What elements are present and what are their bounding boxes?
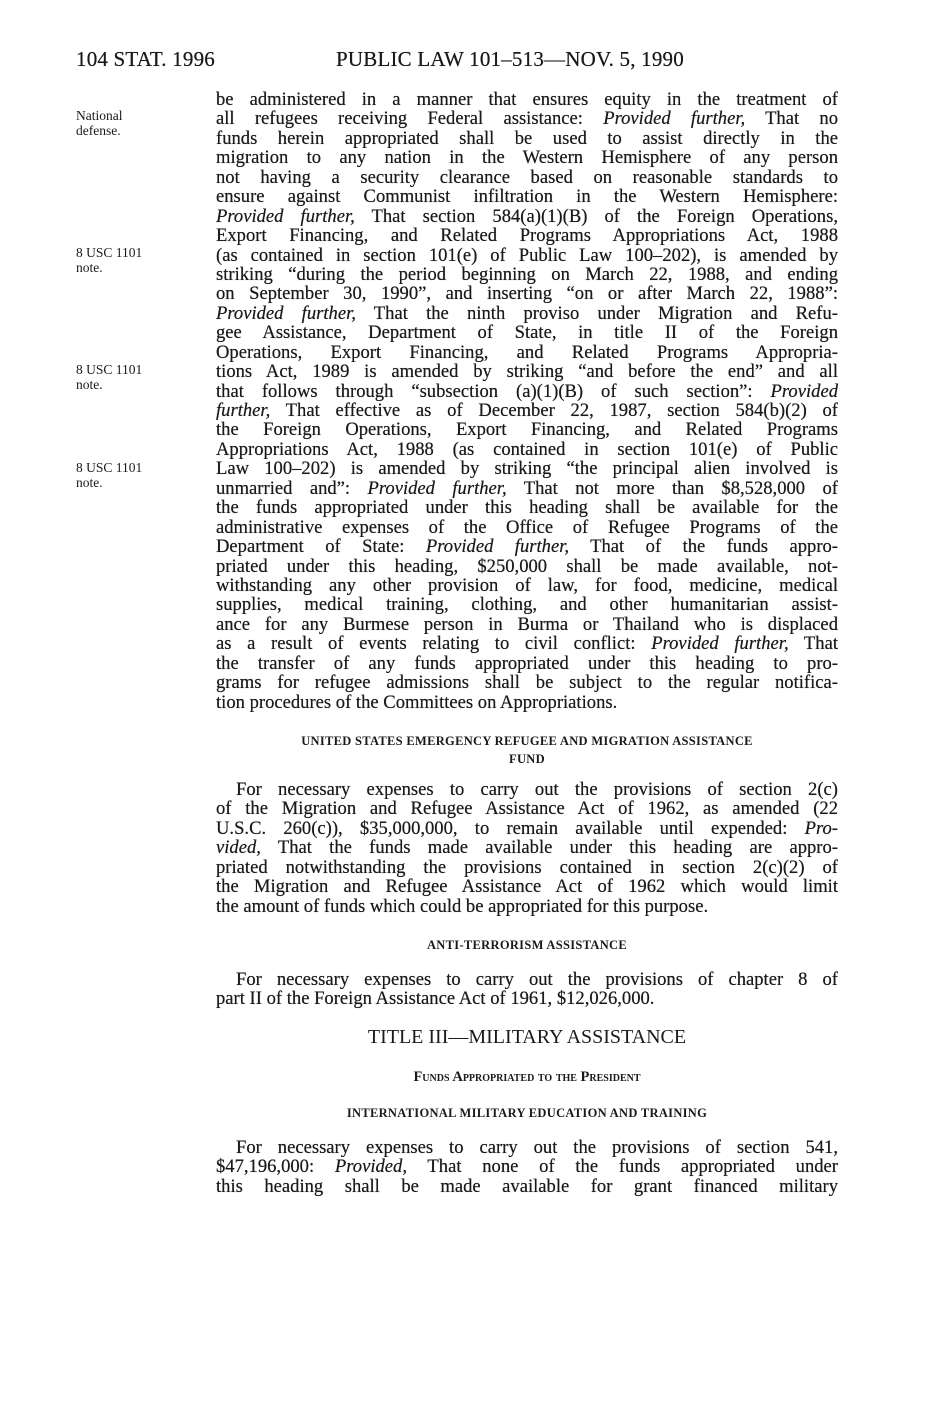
heading-line: FUND — [509, 752, 545, 766]
text-segment: the Foreign Operations, Export Financing, and Related Programs — [216, 420, 838, 440]
text-line — [216, 615, 838, 634]
text-line — [216, 838, 838, 857]
text-segment: For necessary expenses to carry out the provisions of chapter 8 of — [236, 970, 838, 990]
text-segment: Operations, Export Financing, and Related Programs Appropria- — [216, 342, 838, 363]
text-segment: the amount of funds which could be appropriated for this purpose. — [216, 896, 709, 917]
margin-note — [76, 245, 186, 275]
margin-note-line: 8 USC 1101 — [76, 245, 143, 260]
text-segment: of the Migration and Refugee Assistance Act of 1962, as amended (22 — [216, 799, 838, 819]
text-line — [216, 537, 838, 556]
text-segment: the transfer of any funds appropriated under this heading to pro- — [216, 653, 838, 674]
text-segment: That — [788, 634, 838, 654]
text-segment: That not more than $8,528,000 of — [506, 478, 838, 499]
text-segment: Law 100–202) is amended by striking “the principal alien involved is — [216, 459, 838, 479]
text-line — [216, 654, 838, 673]
italic-text: Provided further, — [425, 537, 570, 557]
subtitle-heading: Funds Appropriated to the President — [413, 1069, 641, 1085]
text-segment: That the funds made available under this heading are appro- — [260, 838, 838, 858]
section-heading-erma — [216, 732, 838, 768]
page-stat-number: 104 STAT. 1996 — [76, 47, 215, 71]
text-line — [216, 109, 838, 128]
text-line — [216, 595, 838, 614]
text-segment: For necessary expenses to carry out the provisions of section 2(c) — [236, 780, 838, 800]
main-paragraph — [216, 90, 838, 712]
anti-terrorism-paragraph — [216, 970, 838, 1009]
title-heading: TITLE III—MILITARY ASSISTANCE — [367, 1026, 687, 1048]
text-line — [216, 634, 838, 653]
text-line — [216, 168, 838, 187]
heading-line: UNITED STATES EMERGENCY REFUGEE AND MIGRATION ASSISTANCE — [301, 734, 753, 748]
text-segment: the funds appropriated under this heading shall be available for the — [216, 498, 838, 518]
text-line — [216, 989, 838, 1008]
text-line — [216, 673, 838, 692]
text-segment: withstanding any other provision of law, for food, medicine, medical — [216, 575, 838, 596]
text-segment: gee Assistance, Department of State, in title II of the Foreign — [216, 323, 838, 343]
text-line — [216, 693, 838, 712]
text-segment: all refugees receiving Federal assistance: — [216, 109, 604, 129]
text-line — [216, 1177, 838, 1196]
text-segment: For necessary expenses to carry out the provisions of section 541, — [236, 1138, 838, 1158]
text-line — [216, 246, 838, 265]
text-segment: That of the funds appro- — [569, 537, 838, 557]
text-line — [216, 780, 838, 799]
text-segment: tions Act, 1989 is amended by striking “and before the end” and all — [216, 362, 838, 382]
erma-paragraph — [216, 780, 838, 916]
text-segment: administrative expenses of the Office of Refugee Programs of the — [216, 517, 838, 538]
text-line — [216, 1157, 838, 1176]
text-line — [216, 265, 838, 284]
text-segment: $47,196,000: — [216, 1157, 335, 1177]
text-segment: tion procedures of the Committees on Appropriations. — [216, 692, 618, 712]
italic-text: Provided — [770, 381, 838, 401]
text-segment: That effective as of December 22, 1987, section 584(b)(2) of — [270, 401, 838, 421]
text-segment: That the ninth proviso under Migration and Refu- — [355, 303, 838, 324]
text-line — [216, 187, 838, 206]
text-line — [216, 479, 838, 498]
text-segment: the Migration and Refugee Assistance Act of 1962 which would limit — [216, 877, 838, 897]
section-heading-imet: INTERNATIONAL MILITARY EDUCATION AND TRAINING — [346, 1106, 708, 1120]
imet-paragraph — [216, 1138, 838, 1196]
margin-note-line: 8 USC 1101 — [76, 460, 143, 475]
text-segment: part II of the Foreign Assistance Act of 1961, $12,026,000. — [216, 989, 655, 1009]
text-line — [216, 129, 838, 148]
text-segment: grams for refugee admissions shall be subject to the regular notifica- — [216, 673, 838, 693]
text-line — [216, 90, 838, 109]
margin-note — [76, 460, 186, 490]
text-segment: ensure against Communist infiltration in the Western Hemisphere: — [216, 187, 838, 207]
text-line — [216, 284, 838, 303]
text-line — [216, 420, 838, 439]
text-line — [216, 557, 838, 576]
text-segment: That no — [745, 109, 838, 129]
text-line — [216, 323, 838, 342]
text-segment: striking “during the period beginning on March 22, 1988, and ending — [216, 264, 838, 285]
text-segment: not having a security clearance based on reasonable standards to — [216, 167, 838, 188]
text-line — [216, 498, 838, 517]
text-segment: supplies, medical training, clothing, and other humanitarian assist- — [216, 595, 838, 615]
text-segment: this heading shall be made available for grant financed military — [216, 1176, 838, 1197]
text-line — [216, 576, 838, 595]
italic-text: further, — [216, 401, 271, 421]
italic-text: vided, — [216, 838, 261, 858]
text-segment: Export Financing, and Related Programs Appropriations Act, 1988 — [216, 226, 838, 246]
text-line — [216, 226, 838, 245]
text-segment: on September 30, 1990”, and inserting “on or after March 22, 1988”: — [216, 284, 838, 304]
text-segment: U.S.C. 260(c)), $35,000,000, to remain available until expended: — [216, 818, 805, 839]
text-line — [216, 382, 838, 401]
text-line — [216, 304, 838, 323]
text-segment: That section 584(a)(1)(B) of the Foreign Operations, — [354, 206, 838, 227]
text-line — [216, 401, 838, 420]
text-segment: That none of the funds appropriated under — [407, 1157, 838, 1177]
text-segment: funds herein appropriated shall be used to assist directly in the — [216, 128, 838, 149]
margin-note-line: 8 USC 1101 — [76, 362, 143, 377]
margin-note-line: defense. — [76, 123, 121, 138]
text-segment: that follows through “subsection (a)(1)(B) of such section”: — [216, 381, 771, 401]
italic-text: Provided further, — [216, 206, 355, 227]
text-line — [216, 970, 838, 989]
text-line — [216, 858, 838, 877]
text-segment: ance for any Burmese person in Burma or Thailand who is displaced — [216, 614, 838, 635]
text-segment: priated under this heading, $250,000 shall be made available, not- — [216, 556, 838, 576]
italic-text: Provided further, — [603, 109, 746, 129]
italic-text: Provided further, — [216, 303, 356, 324]
margin-note-line: note. — [76, 260, 103, 275]
italic-text: Provided further, — [367, 478, 507, 499]
text-line — [216, 897, 838, 916]
text-line — [216, 518, 838, 537]
text-segment: Appropriations Act, 1988 (as contained in section 101(e) of Public — [216, 439, 838, 460]
text-line — [216, 459, 838, 478]
running-head: PUBLIC LAW 101–513—NOV. 5, 1990 — [336, 47, 684, 71]
text-line — [216, 440, 838, 459]
text-line — [216, 343, 838, 362]
margin-note-line: note. — [76, 475, 103, 490]
text-segment: migration to any nation in the Western Hemisphere of any person — [216, 148, 838, 168]
margin-note — [76, 362, 186, 392]
text-segment: as a result of events relating to civil conflict: — [216, 634, 652, 654]
text-segment: Department of State: — [216, 537, 426, 557]
text-line — [216, 207, 838, 226]
text-line — [216, 799, 838, 818]
text-line — [216, 819, 838, 838]
text-line — [216, 877, 838, 896]
italic-text: Provided further, — [651, 634, 789, 654]
text-segment: priated notwithstanding the provisions contained in section 2(c)(2) of — [216, 857, 838, 878]
italic-text: Provided, — [334, 1157, 408, 1177]
margin-note-line: National — [76, 108, 123, 123]
section-heading-anti-terrorism: ANTI-TERRORISM ASSISTANCE — [426, 938, 628, 952]
text-segment: be administered in a manner that ensures equity in the treatment of — [216, 90, 838, 110]
text-line — [216, 148, 838, 167]
text-segment: (as contained in section 101(e) of Public Law 100–202), is amended by — [216, 245, 838, 265]
margin-note — [76, 108, 186, 138]
margin-note-line: note. — [76, 377, 103, 392]
text-line — [216, 1138, 838, 1157]
italic-text: Pro- — [804, 818, 838, 839]
text-segment: unmarried and”: — [216, 478, 368, 499]
text-line — [216, 362, 838, 381]
